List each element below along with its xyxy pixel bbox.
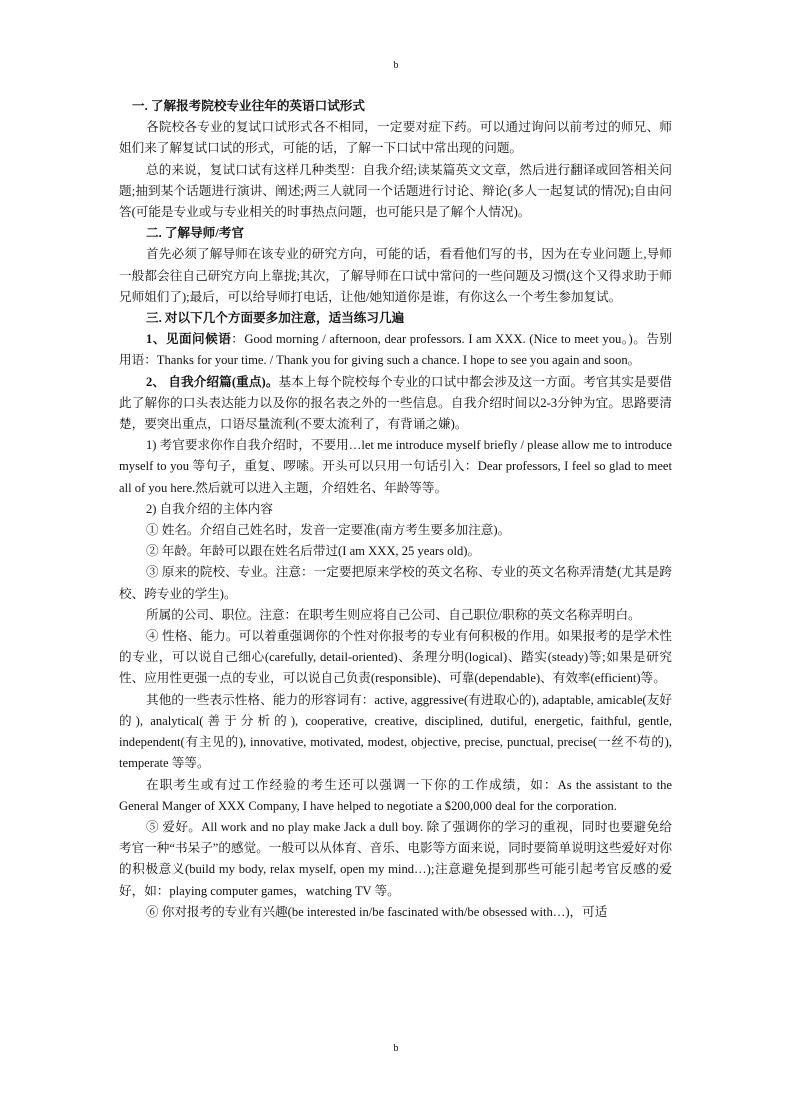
paragraph [119, 562, 672, 604]
page-header: b [393, 60, 399, 71]
paragraph [119, 605, 672, 626]
paragraph [119, 435, 672, 499]
paragraph-text: ⑥ 你对报考的专业有兴趣(be interested in/be fascinated with/be obsessed with…)，可适 [146, 904, 608, 919]
paragraph [119, 541, 672, 562]
paragraph-text: 1) 考官要求你作自我介绍时，不要用…let me introduce myself briefly / please allow me to introduce myself to you 等句子，重复、啰嗦。开头可以只用一句话引入：Dear professors, I feel so glad to meet all of you here.然后就可以进入主题，介绍姓名、年龄等等。 [119, 438, 672, 495]
paragraph-lead: 1、见面问候语 [146, 332, 232, 347]
paragraph [119, 520, 672, 541]
paragraph-text: ④ 性格、能力。可以着重强调你的个性对你报考的专业有何积极的作用。如果报考的是学术性的专业，可以说自己细心(carefully, detail-oriented)、条理分明(logical)、踏实(steady)等;如果是研究性、应用性更强一点的专业，可以说自己负责(responsible)、可靠(dependable)、有效率(efficient)等。 [119, 629, 672, 686]
paragraph-text: 所属的公司、职位。注意：在职考生则应将自己公司、自己职位/职称的英文名称弄明白。 [146, 607, 641, 622]
paragraph-text: 2) 自我介绍的主体内容 [146, 501, 273, 516]
paragraph [119, 117, 672, 159]
page-footer: b [393, 1043, 399, 1054]
paragraph-text: 其他的一些表示性格、能力的形容词有：active, aggressive(有进取心的), adaptable, amicable(友好的), analytical(善于分析的), cooperative, creative, disciplined, dutiful, energetic, faithful, gentle, independent(有主见的), innovative, motivated, modest, objective, precise, punctual, precise(一丝不苟的), temperate 等等。 [119, 692, 672, 771]
paragraph-text: 各院校各专业的复试口试形式各不相同，一定要对症下药。可以通过询问以前考过的师兄、师姐们来了解复试口试的形式，可能的话，了解一下口试中常出现的问题。 [119, 120, 672, 156]
paragraph-text: 一. 了解报考院校专业往年的英语口试形式 [132, 99, 365, 113]
paragraph-text: 二. 了解导师/考官 [146, 226, 244, 241]
paragraph [119, 499, 672, 520]
paragraph [119, 372, 672, 436]
paragraph-text: 三. 对以下几个方面要多加注意，适当练习几遍 [146, 311, 405, 326]
paragraph [119, 160, 672, 224]
paragraph [119, 817, 672, 902]
paragraph-text: 基本上每个院校每个专业的口试中都会涉及这一方面。考官其实是要借此了解你的口头表达能力以及你的报名表之外的一些信息。自我介绍时间以2-3分钟为宜。思路要清楚，要突出重点，口语尽量流利(不要太流利了，有背诵之嫌)。 [119, 374, 672, 432]
paragraph [119, 902, 672, 923]
paragraph [119, 96, 672, 117]
paragraph [119, 775, 672, 817]
paragraph-text: ② 年龄。年龄可以跟在姓名后带过(I am XXX, 25 years old)。 [146, 544, 481, 559]
paragraph-text: ⑤ 爱好。All work and no play make Jack a dull boy. 除了强调你的学习的重视，同时也要避免给考官一种“书呆子”的感觉。一般可以从体育、音乐、电影等方面来说，同时要简单说明这些爱好对你的积极意义(build my body, relax myself, open my mind…);注意避免提到那些可能引起考官反感的爱好，如：playing computer games，watching TV 等。 [119, 819, 672, 898]
paragraph-text: ① 姓名。介绍自己姓名时，发音一定要准(南方考生要多加注意)。 [146, 523, 511, 538]
paragraph-text: 总的来说，复试口试有这样几种类型：自我介绍;读某篇英文文章，然后进行翻译或回答相关问题;抽到某个话题进行演讲、阐述;两三人就同一个话题进行讨论、辩论(多人一起复试的情况);自由问答(可能是专业或与专业相关的时事热点问题，也可能只是了解个人情况)。 [119, 162, 672, 220]
paragraph-text: ：Good morning / afternoon, dear professors. I am XXX. (Nice to meet you。)。告别用语：Thanks for your time. / Thank you for giving such a chance. I hope to see you again and soon。 [119, 332, 672, 368]
paragraph [119, 223, 672, 244]
paragraph-text: 在职考生或有过工作经验的考生还可以强调一下你的工作成绩，如：As the assistant to the General Manger of XXX Company, I have helped to negotiate a $200,000 deal for the corporation. [119, 777, 672, 813]
document-body [119, 96, 672, 923]
paragraph [119, 244, 672, 308]
paragraph-lead: 2、 自我介绍篇(重点)。 [146, 374, 279, 389]
paragraph [119, 329, 672, 371]
paragraph-text: 首先必须了解导师在该专业的研究方向，可能的话，看看他们写的书，因为在专业问题上,导师一般都会往自己研究方向上靠拢;其次，了解导师在口试中常问的一些问题及习惯(这个又得求助于师兄师姐们了);最后，可以给导师打电话，让他/她知道你是谁，有你这么一个考生参加复试。 [119, 247, 672, 304]
paragraph [119, 626, 672, 690]
paragraph-text: ③ 原来的院校、专业。注意：一定要把原来学校的英文名称、专业的英文名称弄清楚(尤其是跨校、跨专业的学生)。 [119, 565, 672, 601]
paragraph [119, 690, 672, 775]
paragraph [119, 308, 672, 329]
